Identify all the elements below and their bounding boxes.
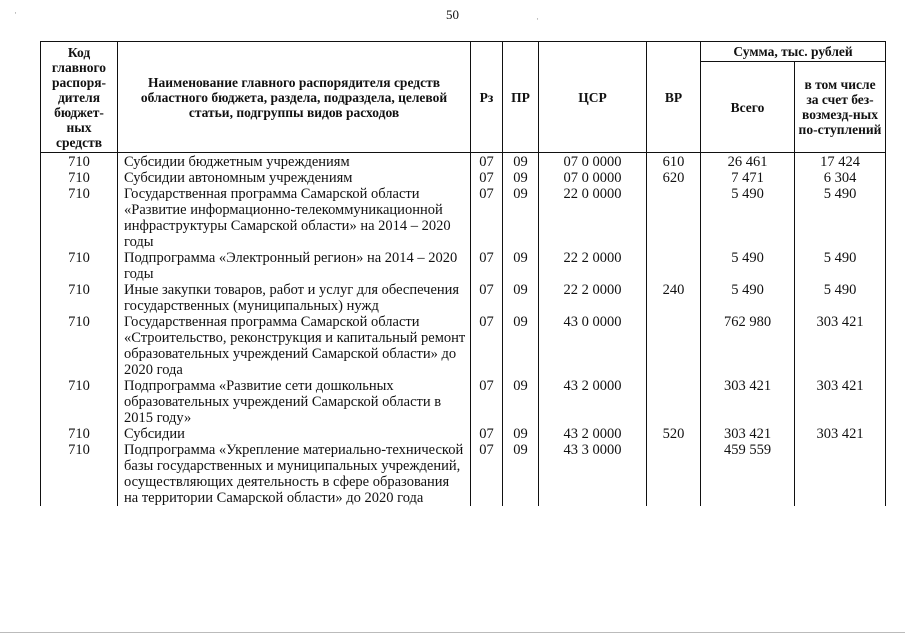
- cell-csr: 43 3 0000: [539, 442, 647, 506]
- table-row: [41, 186, 886, 250]
- cell-vr: [647, 442, 701, 506]
- cell-code: 710: [41, 153, 118, 171]
- cell-csr: 22 2 0000: [539, 282, 647, 314]
- cell-pr: 09: [503, 442, 539, 506]
- header-sum-group: Сумма, тыс. рублей: [701, 42, 886, 62]
- cell-pr: 09: [503, 170, 539, 186]
- cell-rz: 07: [471, 186, 503, 250]
- cell-csr: 07 0 0000: [539, 170, 647, 186]
- cell-pr: 09: [503, 153, 539, 171]
- cell-free: 5 490: [795, 250, 886, 282]
- header-rz: Рз: [471, 42, 503, 153]
- table-row: [41, 426, 886, 442]
- header-including: в том числе за счет без-возмезд-ных по-ступлений: [795, 62, 886, 153]
- cell-free: 303 421: [795, 378, 886, 426]
- cell-rz: 07: [471, 153, 503, 171]
- budget-table: [40, 41, 886, 506]
- cell-vr: 620: [647, 170, 701, 186]
- cell-rz: 07: [471, 426, 503, 442]
- header-name: Наименование главного распорядителя средств областного бюджета, раздела, подраздела, целевой статьи, подгруппы видов расходов: [118, 42, 471, 153]
- cell-rz: 07: [471, 170, 503, 186]
- cell-code: 710: [41, 378, 118, 426]
- cell-vr: [647, 314, 701, 378]
- cell-total: 303 421: [701, 426, 795, 442]
- cell-free: 303 421: [795, 426, 886, 442]
- cell-csr: 22 2 0000: [539, 250, 647, 282]
- cell-free: 17 424: [795, 153, 886, 171]
- cell-pr: 09: [503, 378, 539, 426]
- cell-vr: 610: [647, 153, 701, 171]
- cell-name: Субсидии: [118, 426, 471, 442]
- cell-free: 6 304: [795, 170, 886, 186]
- cell-code: 710: [41, 442, 118, 506]
- table-row: [41, 378, 886, 426]
- table-row: [41, 442, 886, 506]
- cell-total: 5 490: [701, 250, 795, 282]
- cell-total: 762 980: [701, 314, 795, 378]
- cell-total: 5 490: [701, 186, 795, 250]
- cell-code: 710: [41, 282, 118, 314]
- cell-code: 710: [41, 186, 118, 250]
- cell-name: Субсидии автономным учреждениям: [118, 170, 471, 186]
- cell-pr: 09: [503, 314, 539, 378]
- cell-pr: 09: [503, 282, 539, 314]
- cell-vr: 240: [647, 282, 701, 314]
- cell-free: 303 421: [795, 314, 886, 378]
- cell-code: 710: [41, 250, 118, 282]
- cell-name: Государственная программа Самарской области «Строительство, реконструкция и капитальный ремонт образовательных учреждений Самарской области» до 2020 года: [118, 314, 471, 378]
- cell-free: [795, 442, 886, 506]
- cell-name: Субсидии бюджетным учреждениям: [118, 153, 471, 171]
- cell-csr: 43 0 0000: [539, 314, 647, 378]
- cell-csr: 43 2 0000: [539, 378, 647, 426]
- cell-rz: 07: [471, 250, 503, 282]
- cell-name: Государственная программа Самарской области «Развитие информационно-телекоммуникационной инфраструктуры Самарской области» на 2014 – 2020 годы: [118, 186, 471, 250]
- cell-free: 5 490: [795, 186, 886, 250]
- cell-vr: 520: [647, 426, 701, 442]
- header-code: Код главного распоря-дителя бюджет-ных средств: [41, 42, 118, 153]
- cell-pr: 09: [503, 426, 539, 442]
- cell-name: Подпрограмма «Развитие сети дошкольных образовательных учреждений Самарской области в 2015 году»: [118, 378, 471, 426]
- header-csr: ЦСР: [539, 42, 647, 153]
- cell-code: 710: [41, 170, 118, 186]
- cell-pr: 09: [503, 250, 539, 282]
- cell-vr: [647, 378, 701, 426]
- cell-code: 710: [41, 314, 118, 378]
- cell-rz: 07: [471, 314, 503, 378]
- header-vr: ВР: [647, 42, 701, 153]
- cell-total: 303 421: [701, 378, 795, 426]
- table-row: [41, 314, 886, 378]
- page-number: 50: [446, 7, 459, 22]
- cell-free: 5 490: [795, 282, 886, 314]
- cell-name: Подпрограмма «Электронный регион» на 2014 – 2020 годы: [118, 250, 471, 282]
- cell-total: 5 490: [701, 282, 795, 314]
- cell-csr: 43 2 0000: [539, 426, 647, 442]
- cell-vr: [647, 250, 701, 282]
- scan-edge-line: [0, 632, 905, 633]
- cell-rz: 07: [471, 442, 503, 506]
- header-total: Всего: [701, 62, 795, 153]
- table-header-row: [41, 42, 886, 62]
- cell-csr: 07 0 0000: [539, 153, 647, 171]
- cell-name: Подпрограмма «Укрепление материально-технической базы государственных и муниципальных учреждений, осуществляющих деятельность в сфере образования на территории Самарской области» до 2020 года: [118, 442, 471, 506]
- cell-total: 26 461: [701, 153, 795, 171]
- cell-rz: 07: [471, 378, 503, 426]
- cell-name: Иные закупки товаров, работ и услуг для обеспечения государственных (муниципальных) нужд: [118, 282, 471, 314]
- cell-code: 710: [41, 426, 118, 442]
- table-row: [41, 153, 886, 171]
- cell-pr: 09: [503, 186, 539, 250]
- scan-speck: ·: [536, 14, 539, 24]
- scan-speck: ·: [14, 8, 17, 18]
- cell-total: 7 471: [701, 170, 795, 186]
- cell-total: 459 559: [701, 442, 795, 506]
- table-row: [41, 282, 886, 314]
- cell-csr: 22 0 0000: [539, 186, 647, 250]
- table-row: [41, 170, 886, 186]
- table-row: [41, 250, 886, 282]
- cell-rz: 07: [471, 282, 503, 314]
- cell-vr: [647, 186, 701, 250]
- header-pr: ПР: [503, 42, 539, 153]
